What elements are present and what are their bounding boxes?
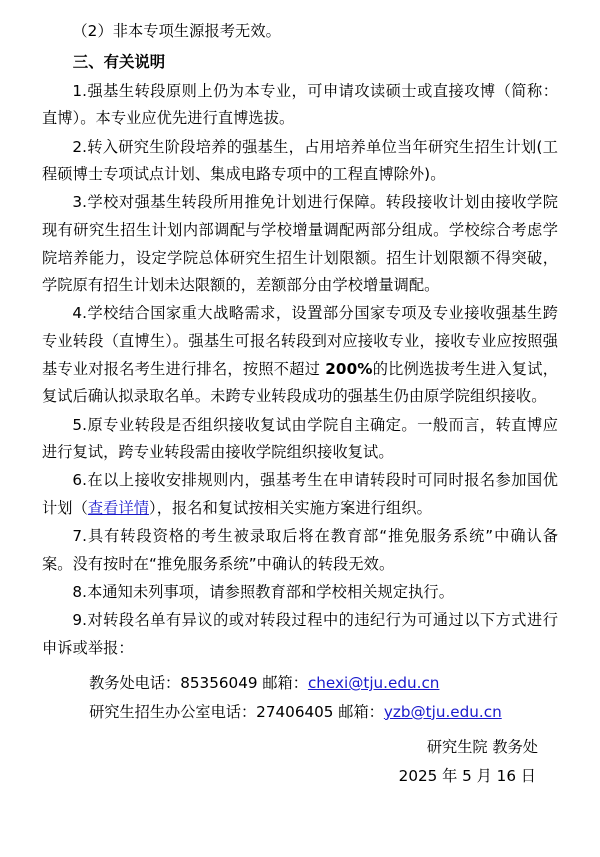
signature-organization: 研究生院 教务处 [426,737,538,756]
contact-academic-affairs [42,669,558,698]
note-item-4 [42,300,558,411]
note-item-4-ratio: 200% [325,359,373,378]
graduate-admissions-email-link[interactable]: yzb@tju.edu.cn [383,702,502,721]
note-item-3: 3.学校对强基生转段所用推免计划进行保障。转段接收计划由接收学院现有研究生招生计划内部调配与学校增量调配两部分组成。学校综合考虑学院培养能力，设定学院总体研究生招生计划限额。招生计划限额不得突破，学院原有招生计划未达限额的，差额部分由学校增量调配。 [42,193,558,295]
section-heading-notes: 三、有关说明 [72,52,166,71]
note-item-1: 1.强基生转段原则上仍为本专业，可申请攻读硕士或直接攻博（简称：直博）。本专业应优先进行直博选拔。 [42,81,558,128]
signature-date: 2025 年 5 月 16 日 [398,767,536,786]
note-item-6 [42,467,558,522]
academic-affairs-email-link[interactable]: chexi@tju.edu.cn [307,673,440,692]
note-item-9: 9.对转段名单有异议的或对转段过程中的违纪行为可通过以下方式进行申诉或举报： [42,611,558,657]
note-item-5: 5.原专业转段是否组织接收复试由学院自主确定。一般而言，转直博应进行复试，跨专业转段需由接收学院组织接收复试。 [42,415,558,462]
contact-academic-affairs-label: 教务处电话：85356049 邮箱： [89,673,308,692]
note-item-6-text-before: 6.在以上接收安排规则内，强基考生在申请转段时可同时报名参加国优计划（ [42,471,558,518]
paragraph-non-special-source: （2）非本专项生源报考无效。 [72,22,281,40]
note-item-2: 2.转入研究生阶段培养的强基生，占用培养单位当年研究生招生计划(工程硕博士专项试点计划、集成电路专项中的工程直博除外)。 [42,137,558,184]
note-item-8: 8.本通知未列事项，请参照教育部和学校相关规定执行。 [72,583,454,601]
note-item-6-text-after: ），报名和复试按相关实施方案进行组织。 [149,499,432,518]
contact-graduate-admissions [42,698,558,727]
note-item-4-text-after: 的比例选拔考生进入复试，复试后确认拟录取名单。未跨专业转段成功的强基生仍由原学院组织接收。 [42,359,558,406]
contact-graduate-admissions-label: 研究生招生办公室电话：27406405 邮箱： [89,702,384,721]
note-item-7: 7.具有转段资格的考生被录取后将在教育部“推免服务系统”中确认备案。没有按时在“推免服务系统”中确认的转段无效。 [42,527,558,573]
note-item-4-text-before: 4.学校结合国家重大战略需求，设置部分国家专项及专业接收强基生跨专业转段（直博生）。强基生可报名转段到对应接收专业，接收专业应按照强基专业对报名考生进行排名，按照不超过 [42,304,558,378]
view-details-link[interactable]: 查看详情 [87,499,150,518]
